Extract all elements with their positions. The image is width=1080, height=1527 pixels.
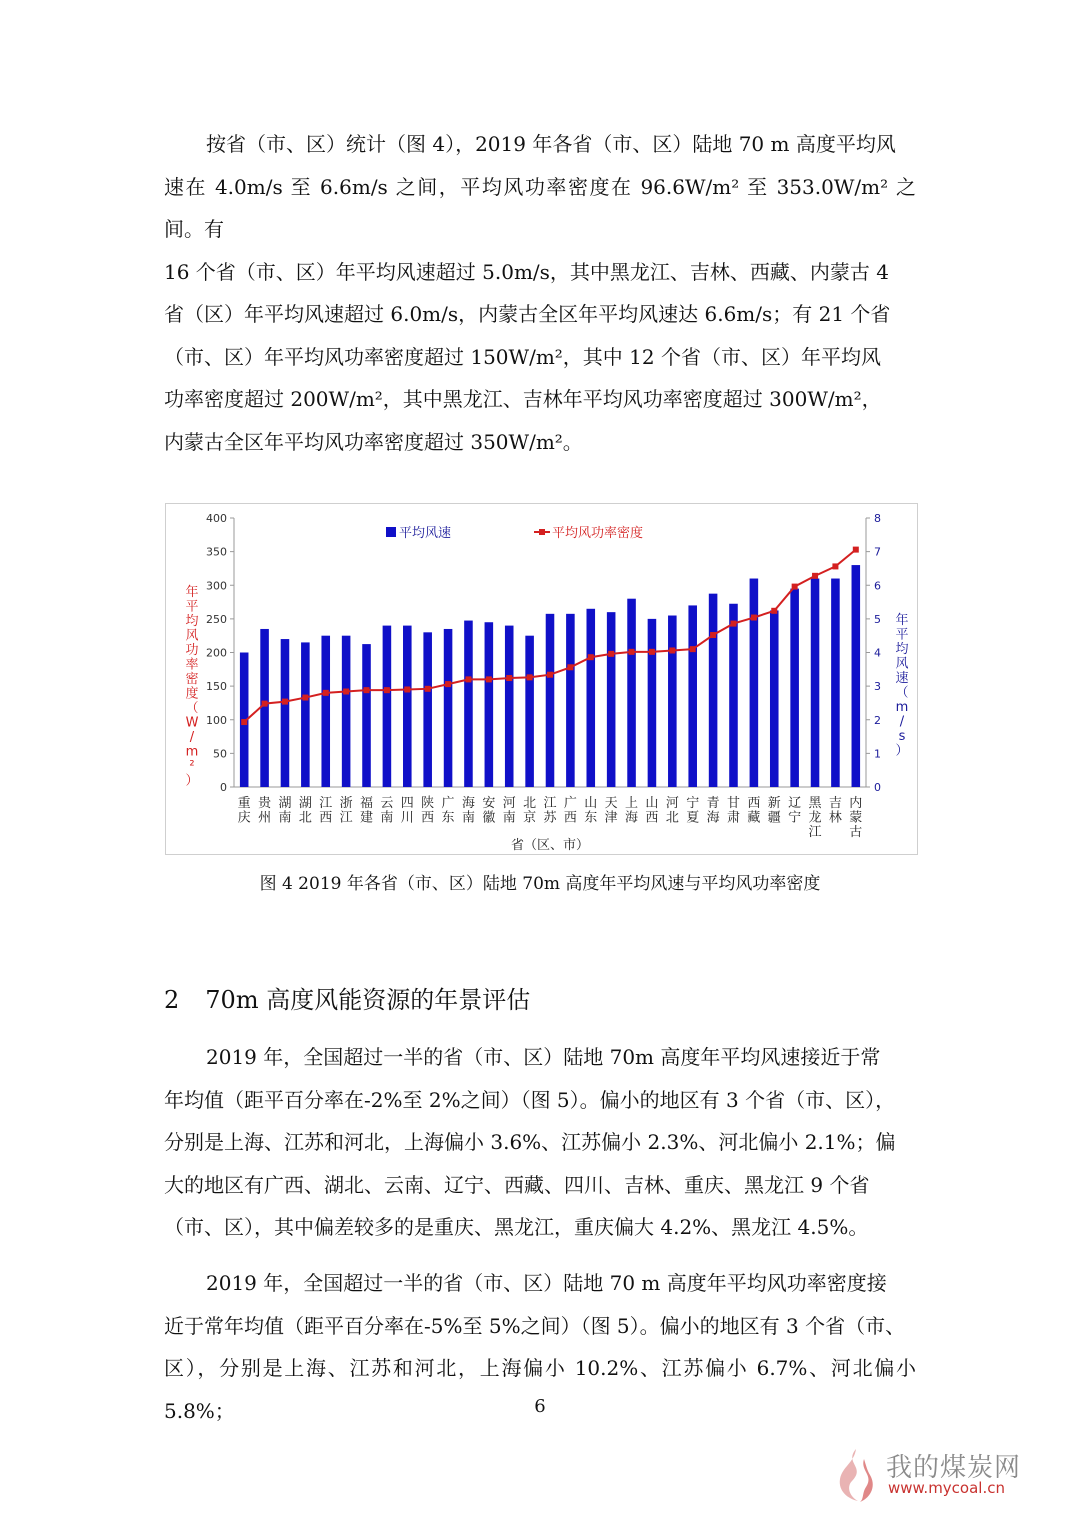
right-tick-label: 0	[874, 781, 881, 794]
category-label: 江苏	[543, 796, 557, 826]
category-label: 上海	[625, 796, 639, 826]
wind-speed-bar	[852, 565, 861, 787]
paragraph-line: 2019 年，全国超过一半的省（市、区）陆地 70 m 高度年平均风功率密度接	[206, 1271, 887, 1295]
right-tick-label: 4	[874, 646, 881, 660]
paragraph-intro	[164, 123, 916, 463]
wind-power-density-point	[751, 615, 757, 621]
left-tick-label: 400	[206, 512, 227, 525]
paragraph-line: 速在 4.0m/s 至 6.6m/s 之间，平均风功率密度在 96.6W/m² 至 353.0W/m² 之间。有	[164, 174, 916, 241]
wind-power-density-point	[669, 647, 675, 653]
category-label: 吉林	[828, 796, 842, 826]
category-label: 宁夏	[686, 796, 700, 826]
right-tick-label: 1	[874, 747, 881, 761]
category-label: 辽宁	[788, 796, 802, 826]
wind-speed-bar	[586, 609, 595, 787]
wind-speed-bar	[729, 604, 738, 787]
wind-speed-bar	[750, 579, 759, 787]
legend-speed-swatch	[386, 527, 396, 537]
category-label: 青海	[706, 796, 720, 826]
wind-power-density-point	[486, 676, 492, 682]
wind-power-density-point	[608, 651, 614, 657]
category-label: 山西	[645, 796, 659, 826]
wind-power-density-point	[282, 699, 288, 705]
category-label: 甘肃	[726, 796, 740, 826]
wind-speed-bar	[525, 636, 534, 787]
wind-power-density-point	[241, 719, 247, 725]
section-number: 2	[164, 986, 180, 1014]
category-label: 内蒙古	[849, 796, 863, 840]
wind-speed-bar	[301, 642, 310, 787]
category-label: 海南	[461, 796, 475, 826]
wind-power-density-point	[567, 664, 573, 670]
wind-speed-bar	[709, 594, 718, 787]
category-label: 重庆	[237, 796, 251, 826]
paragraph-line: 大的地区有广西、湖北、云南、辽宁、西藏、四川、吉林、重庆、黑龙江 9 个省	[164, 1172, 870, 1197]
right-tick-label: 3	[874, 680, 881, 694]
flame-logo-icon	[830, 1445, 882, 1505]
wind-speed-bar	[281, 639, 290, 787]
wind-speed-bar	[627, 599, 636, 787]
wind-power-density-point	[425, 686, 431, 692]
category-label: 四川	[400, 796, 414, 826]
wind-power-density-point	[364, 687, 370, 693]
wind-speed-bar	[464, 621, 473, 787]
wind-power-density-point	[710, 632, 716, 638]
wind-speed-bar	[260, 629, 269, 787]
paragraph-line: 2019 年，全国超过一半的省（市、区）陆地 70m 高度年平均风速接近于常	[206, 1045, 881, 1069]
paragraph-line: 近于常年均值（距平百分率在-5%至 5%之间）（图 5）。偏小的地区有 3 个省（市、	[164, 1313, 906, 1338]
category-label: 贵州	[258, 796, 272, 826]
paragraph-line: 分别是上海、江苏和河北，上海偏小 3.6%、江苏偏小 2.3%、河北偏小 2.1%；偏	[164, 1130, 896, 1154]
x-axis-title: 省（区、市）	[510, 838, 590, 853]
right-tick-label: 8	[874, 512, 881, 525]
section-title: 70m 高度风能资源的年景评估	[205, 986, 531, 1014]
wind-speed-bar	[790, 589, 799, 787]
paragraph-line: 16 个省（市、区）年平均风速超过 5.0m/s，其中黑龙江、吉林、西藏、内蒙古 4	[164, 259, 890, 284]
legend-speed-label: 平均风速	[399, 526, 452, 541]
paragraph-line: 内蒙古全区年平均风功率密度超过 350W/m²。	[164, 429, 583, 454]
category-label: 新疆	[767, 796, 781, 826]
wind-power-density-point	[465, 676, 471, 682]
paragraph-line: 区），分别是上海、江苏和河北，上海偏小 10.2%、江苏偏小 6.7%、河北偏小 5.8%；	[164, 1356, 916, 1423]
paragraph-line: 年均值（距平百分率在-2%至 2%之间）（图 5）。偏小的地区有 3 个省（市、区），	[164, 1087, 896, 1112]
wind-chart	[166, 504, 919, 856]
wind-speed-bar	[423, 632, 432, 787]
category-label: 安徽	[482, 796, 496, 826]
paragraph-line: 功率密度超过 200W/m²，其中黑龙江、吉林年平均风功率密度超过 300W/m²，	[164, 387, 882, 411]
category-label: 西藏	[747, 796, 761, 826]
wind-speed-bar	[770, 610, 779, 787]
wind-speed-bar	[546, 614, 555, 787]
paragraph-wind-speed	[164, 1036, 916, 1249]
wind-power-density-point	[690, 646, 696, 652]
wind-power-density-point	[547, 672, 553, 678]
category-label: 山东	[584, 796, 598, 826]
right-tick-label: 6	[874, 579, 881, 593]
paragraph-line: （市、区），其中偏差较多的是重庆、黑龙江，重庆偏大 4.2%、黑龙江 4.5%。	[164, 1215, 869, 1239]
right-tick-label: 7	[874, 545, 881, 559]
section-heading	[164, 980, 530, 1015]
wind-power-density-point	[853, 547, 859, 553]
wind-power-density-point	[302, 695, 308, 701]
category-label: 天津	[604, 796, 618, 826]
category-label: 广东	[441, 796, 455, 826]
wind-power-density-point	[506, 675, 512, 681]
paragraph-line: 按省（市、区）统计（图 4），2019 年各省（市、区）陆地 70 m 高度平均风	[206, 132, 896, 156]
wind-speed-bar	[403, 626, 412, 787]
category-label: 黑龙江	[808, 796, 822, 840]
left-tick-label: 350	[206, 545, 227, 559]
left-tick-label: 150	[206, 680, 227, 694]
wind-power-density-point	[730, 621, 736, 627]
right-tick-label: 5	[874, 612, 881, 626]
wind-speed-bar	[566, 614, 575, 787]
right-axis-title: 年平均风速（ m / s ）	[895, 613, 909, 759]
wind-power-density-point	[262, 701, 268, 707]
left-tick-label: 100	[206, 713, 227, 727]
wind-speed-bar	[321, 636, 330, 787]
wind-speed-bar	[668, 616, 677, 787]
left-tick-label: 50	[213, 747, 227, 761]
wind-speed-bar	[831, 579, 840, 787]
watermark-name: 我的煤炭网	[886, 1453, 1022, 1483]
left-tick-label: 250	[206, 612, 227, 626]
category-label: 广西	[563, 796, 577, 826]
category-label: 湖北	[298, 796, 312, 826]
left-tick-label: 0	[220, 781, 227, 794]
legend-power-marker	[539, 529, 545, 535]
figure-caption: 图 4 2019 年各省（市、区）陆地 70m 高度年平均风速与平均风功率密度	[259, 874, 821, 894]
category-label: 湖南	[278, 796, 292, 826]
wind-speed-bar	[485, 622, 494, 787]
legend-power-label: 平均风功率密度	[552, 526, 644, 541]
category-label: 北京	[523, 796, 537, 826]
wind-speed-bar	[648, 619, 657, 787]
wind-power-density-point	[771, 608, 777, 614]
category-label: 福建	[360, 796, 374, 826]
category-label: 河南	[502, 796, 516, 826]
wind-power-density-point	[792, 584, 798, 590]
wind-power-density-point	[588, 654, 594, 660]
wind-power-density-point	[404, 686, 410, 692]
wind-speed-bar	[383, 626, 392, 787]
category-label: 陕西	[421, 796, 435, 826]
wind-power-density-point	[323, 690, 329, 696]
wind-power-density-point	[629, 649, 635, 655]
wind-power-density-point	[812, 573, 818, 579]
category-label: 河北	[665, 796, 679, 826]
watermark-url: www.mycoal.cn	[888, 1479, 1005, 1497]
left-axis-title: 年平均风功率密度（ W / m ² ）	[185, 585, 199, 789]
category-label: 云南	[380, 796, 394, 826]
category-label: 江西	[319, 796, 333, 826]
wind-power-density-point	[527, 674, 533, 680]
wind-speed-bar	[688, 605, 697, 787]
page-number: 6	[534, 1396, 546, 1417]
wind-speed-bar	[607, 612, 616, 787]
category-label: 浙江	[339, 796, 353, 826]
wind-power-density-point	[445, 681, 451, 687]
wind-speed-bar	[362, 644, 371, 787]
wind-chart-frame	[165, 503, 918, 855]
left-tick-label: 300	[206, 579, 227, 593]
site-watermark	[830, 1445, 1060, 1505]
wind-power-density-point	[384, 687, 390, 693]
wind-speed-bar	[811, 579, 820, 787]
paragraph-line: 省（区）年平均风速超过 6.0m/s，内蒙古全区年平均风速达 6.6m/s；有 21 个省	[164, 302, 891, 326]
wind-speed-bar	[505, 626, 514, 787]
wind-speed-bar	[444, 629, 453, 787]
wind-speed-bar	[342, 636, 351, 787]
left-tick-label: 200	[206, 646, 227, 660]
wind-power-density-point	[832, 563, 838, 569]
right-tick-label: 2	[874, 713, 881, 727]
wind-power-density-point	[649, 649, 655, 655]
paragraph-line: （市、区）年平均风功率密度超过 150W/m²，其中 12 个省（市、区）年平均风	[164, 344, 881, 369]
wind-power-density-point	[343, 689, 349, 695]
